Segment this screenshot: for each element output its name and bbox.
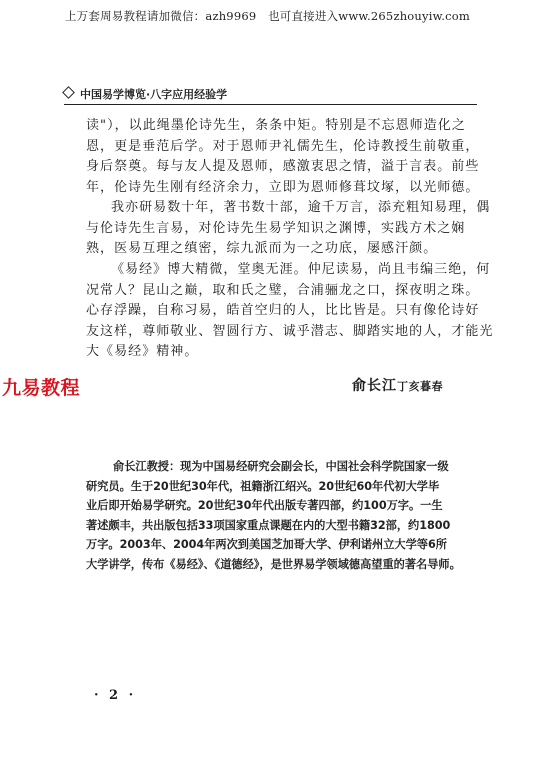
text-line: 心存浮躁，自称习易，皓首空归的人，比比皆是。只有像伦诗好 — [86, 303, 480, 318]
text-line: 况常人？昆山之巅，取和氏之璧，合浦骊龙之口，探夜明之珠。 — [86, 282, 480, 298]
author-bio — [86, 457, 478, 574]
text-line: 友这样，尊师敬业、智圆行方、诚乎潜志、脚踏实地的人，才能光 — [86, 323, 494, 339]
watermark-banner: 上万套周易教程请加微信：azh9969 也可直接进入www.265zhouyiw.com — [64, 9, 471, 23]
bio-line: 大学讲学，传布《易经》、《道德经》，是世界易学领域德高望重的著名导师。 — [86, 557, 461, 571]
diamond-icon — [62, 86, 75, 99]
brand-watermark: 九易教程 — [2, 377, 81, 399]
signature-name: 俞长江 — [352, 378, 397, 394]
paragraph-2 — [86, 198, 491, 260]
bio-line: 业后即开始易学研究。20世纪30年代出版专著四部，约100万字。一生 — [86, 499, 443, 512]
paragraph-1 — [86, 116, 480, 198]
text-line: 读"），以此绳墨伦诗先生，条条中矩。特别是不忘恩师造化之 — [86, 118, 466, 133]
text-line: 身后祭奠。每与友人提及恩师，感激衷思之情，溢于言表。前些 — [86, 159, 480, 174]
text-line: 与伦诗先生言易，对伦诗先生易学知识之渊博，实践方术之娴 — [86, 220, 466, 236]
text-line: 大《易经》精神。 — [86, 344, 199, 359]
text-line: 我亦研易数十年，著书数十部，逾千万言，添充粗知易理，偶 — [111, 200, 491, 215]
text-line: 恩，更是垂范后学。对于恩师尹礼儒先生，伦诗教授生前敬重， — [86, 138, 480, 154]
page-number: · 2 · — [94, 688, 137, 703]
signature-date: 丁亥暮春 — [397, 380, 443, 393]
bio-line: 著述颇丰，共出版包括33项国家重点课题在内的大型书籍32部，约1800 — [86, 518, 451, 532]
signature — [352, 375, 443, 395]
paragraph-3 — [86, 260, 494, 363]
text-line: 熟，医易互理之缜密，综九派而为一之功底，屡感汗颜。 — [86, 241, 438, 256]
text-line: 年，伦诗先生刚有经济余力，立即为恩师修葺坟塚，以光师德。 — [86, 179, 480, 195]
bio-line: 俞长江教授：现为中国易经研究会副会长，中国社会科学院国家一级 — [113, 460, 449, 473]
running-header — [64, 86, 227, 102]
bio-line: 研究员。生于20世纪30年代，祖籍浙江绍兴。20世纪60年代初大学毕 — [86, 479, 440, 493]
bio-line: 万字。2003年、2004年两次到美国芝加哥大学、伊利诺州立大学等6所 — [86, 538, 447, 551]
running-header-title: 中国易学博览·八字应用经验学 — [80, 88, 228, 101]
header-rule — [64, 104, 477, 105]
text-line: 《易经》博大精微，堂奥无涯。仲尼读易，尚且韦编三绝，何 — [111, 262, 491, 277]
